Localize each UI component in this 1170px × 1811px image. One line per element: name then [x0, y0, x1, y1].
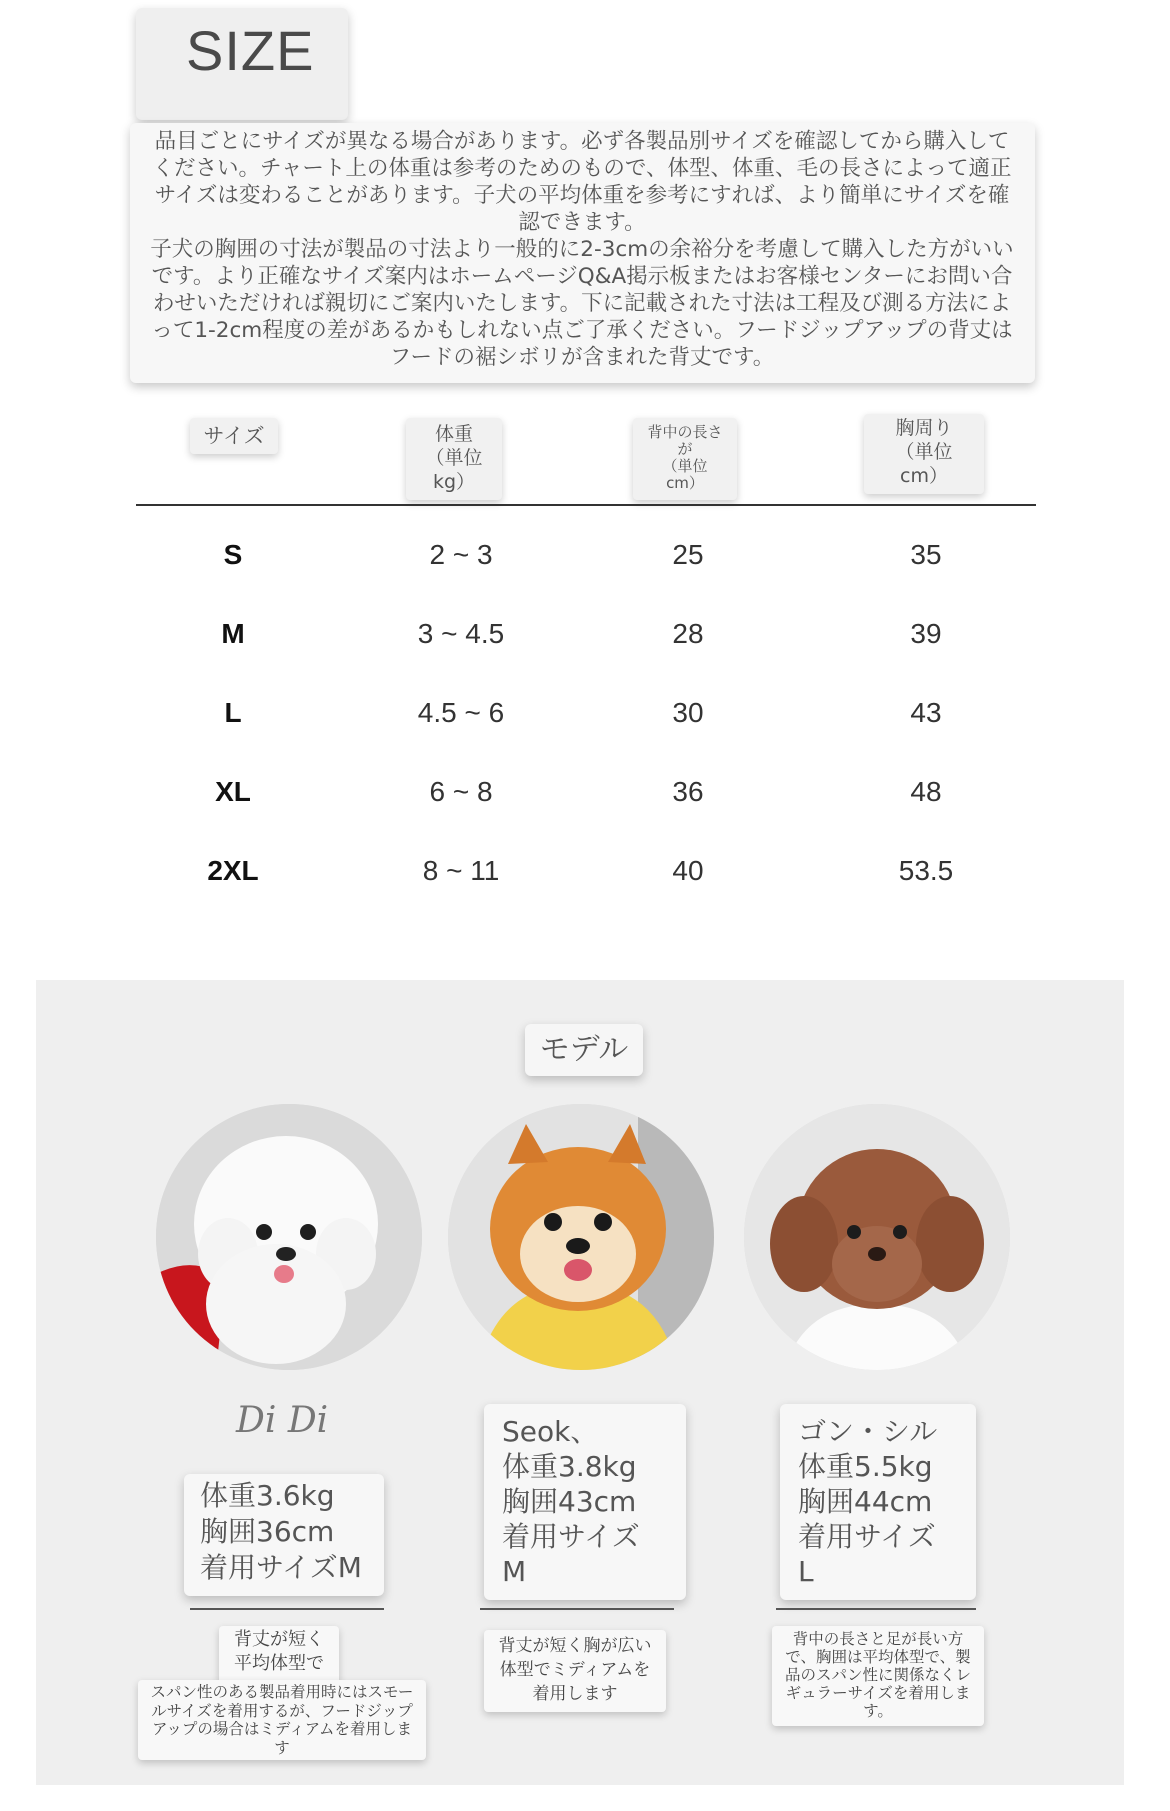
- model-note-text: 背中の長さと足が長い方で、胸囲は平均体型で、製品のスパン性に関係なくレギュラーサイズを着用します。: [784, 1630, 971, 1720]
- cell-weight: 3 ~ 4.5: [417, 618, 505, 649]
- header-back-line: が: [677, 440, 693, 458]
- cell-chest: 43: [910, 697, 942, 728]
- header-weight-line: kg）: [432, 471, 476, 493]
- model-info-text: Seok、 体重3.8kg 胸囲43cm 着用サイズ M: [502, 1415, 640, 1588]
- header-back-line: 背中の長さ: [647, 423, 723, 441]
- header-weight: [406, 418, 502, 500]
- model-photo-gonsil: [744, 1104, 1010, 1370]
- page-title: SIZE: [186, 19, 315, 82]
- model-photo-didi: [156, 1104, 422, 1370]
- cell-size: S: [223, 539, 243, 570]
- cell-back: 28: [672, 618, 704, 649]
- header-chest-line: cm）: [900, 465, 948, 487]
- cell-chest: 53.5: [898, 855, 954, 886]
- model-note-text: 背丈が短く 平均体型で: [234, 1629, 324, 1674]
- cell-size: M: [221, 618, 245, 649]
- header-back-length: [633, 418, 737, 500]
- cell-back: 36: [672, 776, 704, 807]
- cell-back: 30: [672, 697, 704, 728]
- cell-weight: 2 ~ 3: [429, 539, 493, 570]
- cell-chest: 39: [910, 618, 942, 649]
- header-chest-line: （単位: [895, 441, 953, 463]
- cell-back: 25: [672, 539, 704, 570]
- header-weight-line: 体重: [434, 423, 473, 445]
- model-note-text: 背丈が短く胸が広い体型でミディアムを着用します: [498, 1636, 652, 1704]
- header-back-line: （単位: [662, 457, 708, 475]
- model-underline: [190, 1608, 384, 1610]
- model-name-didi: Di Di: [236, 1400, 329, 1441]
- header-chest: [864, 414, 984, 494]
- model-info-text: ゴン・シル 体重5.5kg 胸囲44cm 着用サイズ L: [798, 1415, 938, 1588]
- header-weight-line: （単位: [425, 447, 483, 469]
- cell-size: L: [224, 697, 242, 728]
- cell-weight: 4.5 ~ 6: [417, 697, 505, 728]
- table-header-rule: [136, 504, 1036, 506]
- cell-size: XL: [215, 776, 251, 807]
- header-chest-line: 胸周り: [895, 417, 953, 439]
- model-photo-seok: [448, 1104, 714, 1370]
- cell-weight: 6 ~ 8: [429, 776, 493, 807]
- header-size: サイズ: [190, 418, 278, 454]
- model-note-text: スパン性のある製品着用時にはスモールサイズを着用するが、フードジップアップの場合はミディアムを着用します: [150, 1683, 414, 1757]
- model-underline: [480, 1608, 674, 1610]
- cell-chest: 35: [910, 539, 942, 570]
- model-underline: [776, 1608, 976, 1610]
- model-title: モデル: [539, 1032, 629, 1067]
- model-info-text: 体重3.6kg 胸囲36cm 着用サイズM: [200, 1479, 362, 1584]
- cell-chest: 48: [910, 776, 942, 807]
- header-back-line: cm）: [666, 474, 704, 492]
- cell-back: 40: [672, 855, 704, 886]
- size-notice-text: 品目ごとにサイズが異なる場合があります。必ず各製品別サイズを確認してから購入してください。チャート上の体重は参考のためのもので、体型、体重、毛の長さによって適正サイズは変わることがあります。子犬の平均体重を参考にすれば、より簡単にサイズを確認できます。 子犬の胸囲の寸法が製品の寸法より一般的に2-3cmの余裕分を考慮して購入した方がいいです。より正確なサイズ案内はホームページQ&A掲示板またはお客様センターにお問い合わせいただければ親切にご案内いたします。下に記載された寸法は工程及び測る方法によって1-2cm程度の差があるかもしれない点ご了承ください。フードジップアップの背丈はフードの裾シボリが含まれた背丈です。: [150, 129, 1014, 370]
- cell-size: 2XL: [207, 855, 259, 886]
- cell-weight: 8 ~ 11: [422, 855, 500, 886]
